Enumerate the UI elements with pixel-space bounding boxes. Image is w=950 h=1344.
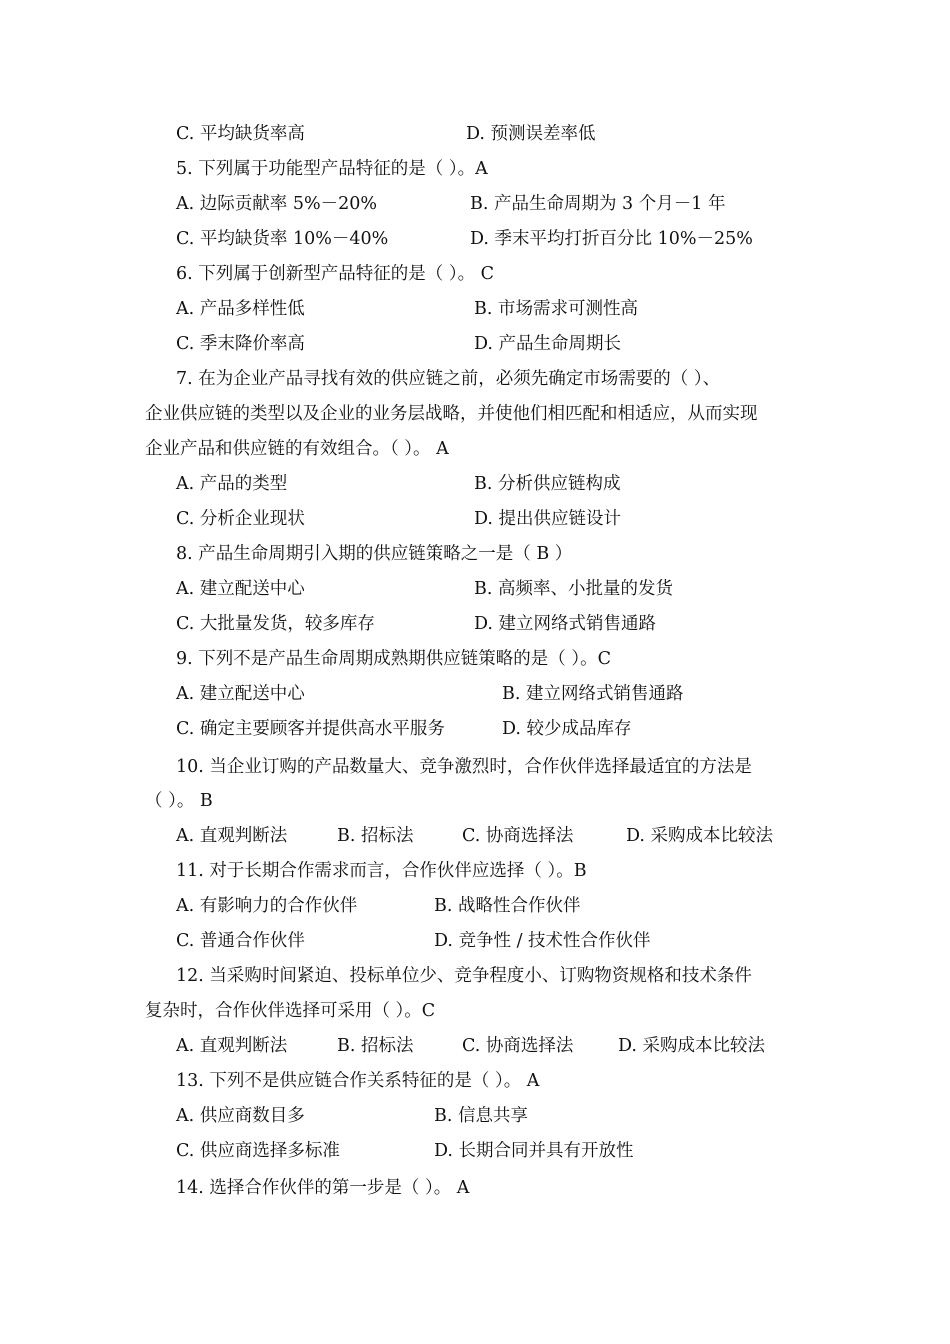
answer-option: D. 季末平均打折百分比 10%－25% — [470, 229, 753, 249]
question-text: 13. 下列不是供应链合作关系特征的是（ ）。 A — [176, 1071, 540, 1091]
answer-option: A. 建立配送中心 — [176, 579, 305, 599]
answer-option: D. 采购成本比较法 — [626, 826, 774, 846]
question-continuation: 企业产品和供应链的有效组合。（ ）。 A — [145, 439, 449, 459]
answer-option: B. 建立网络式销售通路 — [502, 684, 684, 704]
answer-option: C. 平均缺货率 10%－40% — [176, 229, 389, 249]
answer-option: A. 有影响力的合作伙伴 — [176, 896, 358, 916]
question-continuation: 复杂时，合作伙伴选择可采用（ ）。C — [145, 1001, 436, 1021]
answer-option: D. 建立网络式销售通路 — [474, 614, 657, 634]
answer-option: D. 预测误差率低 — [466, 124, 596, 144]
question-text: 6. 下列属于创新型产品特征的是（ ）。 C — [176, 264, 495, 284]
answer-option: C. 普通合作伙伴 — [176, 931, 305, 951]
answer-option: C. 分析企业现状 — [176, 509, 305, 529]
answer-option: C. 季末降价率高 — [176, 334, 305, 354]
answer-option: A. 直观判断法 — [176, 826, 288, 846]
answer-option: C. 平均缺货率高 — [176, 124, 305, 144]
answer-option: D. 竞争性 / 技术性合作伙伴 — [434, 931, 651, 951]
answer-option: C. 协商选择法 — [462, 826, 574, 846]
answer-option: B. 高频率、小批量的发货 — [474, 579, 673, 599]
answer-option: C. 确定主要顾客并提供高水平服务 — [176, 719, 445, 739]
answer-option: D. 提出供应链设计 — [474, 509, 622, 529]
question-text: 10. 当企业订购的产品数量大、竞争激烈时，合作伙伴选择最适宜的方法是 — [176, 757, 752, 777]
answer-option: B. 信息共享 — [434, 1106, 528, 1126]
answer-option: B. 分析供应链构成 — [474, 474, 621, 494]
question-text: 7. 在为企业产品寻找有效的供应链之前，必须先确定市场需要的（ ）、 — [176, 369, 721, 389]
question-text: 9. 下列不是产品生命周期成熟期供应链策略的是（ ）。C — [176, 649, 611, 669]
answer-option: D. 采购成本比较法 — [618, 1036, 766, 1056]
answer-option: A. 建立配送中心 — [176, 684, 305, 704]
answer-option: C. 协商选择法 — [462, 1036, 574, 1056]
answer-option: A. 直观判断法 — [176, 1036, 288, 1056]
answer-option: B. 市场需求可测性高 — [474, 299, 638, 319]
question-text: 12. 当采购时间紧迫、投标单位少、竞争程度小、订购物资规格和技术条件 — [176, 966, 752, 986]
answer-option: A. 供应商数目多 — [176, 1106, 305, 1126]
answer-option: C. 供应商选择多标准 — [176, 1141, 340, 1161]
answer-option: B. 战略性合作伙伴 — [434, 896, 581, 916]
answer-option: B. 招标法 — [337, 826, 414, 846]
question-text: 11. 对于长期合作需求而言，合作伙伴应选择（ ）。B — [176, 861, 587, 881]
question-continuation: 企业供应链的类型以及企业的业务层战略，并使他们相匹配和相适应，从而实现 — [145, 404, 758, 424]
question-continuation: （ ）。 B — [145, 791, 213, 811]
answer-option: B. 招标法 — [337, 1036, 414, 1056]
question-text: 14. 选择合作伙伴的第一步是（ ）。 A — [176, 1178, 470, 1198]
question-text: 8. 产品生命周期引入期的供应链策略之一是（ B ） — [176, 544, 573, 564]
answer-option: D. 产品生命周期长 — [474, 334, 622, 354]
answer-option: B. 产品生命周期为 3 个月－1 年 — [470, 194, 726, 214]
answer-option: C. 大批量发货，较多库存 — [176, 614, 375, 634]
question-text: 5. 下列属于功能型产品特征的是（ ）。A — [176, 159, 488, 179]
answer-option: D. 较少成品库存 — [502, 719, 632, 739]
answer-option: A. 产品的类型 — [176, 474, 288, 494]
answer-option: A. 产品多样性低 — [176, 299, 305, 319]
answer-option: A. 边际贡献率 5%－20% — [176, 194, 377, 214]
answer-option: D. 长期合同并具有开放性 — [434, 1141, 634, 1161]
